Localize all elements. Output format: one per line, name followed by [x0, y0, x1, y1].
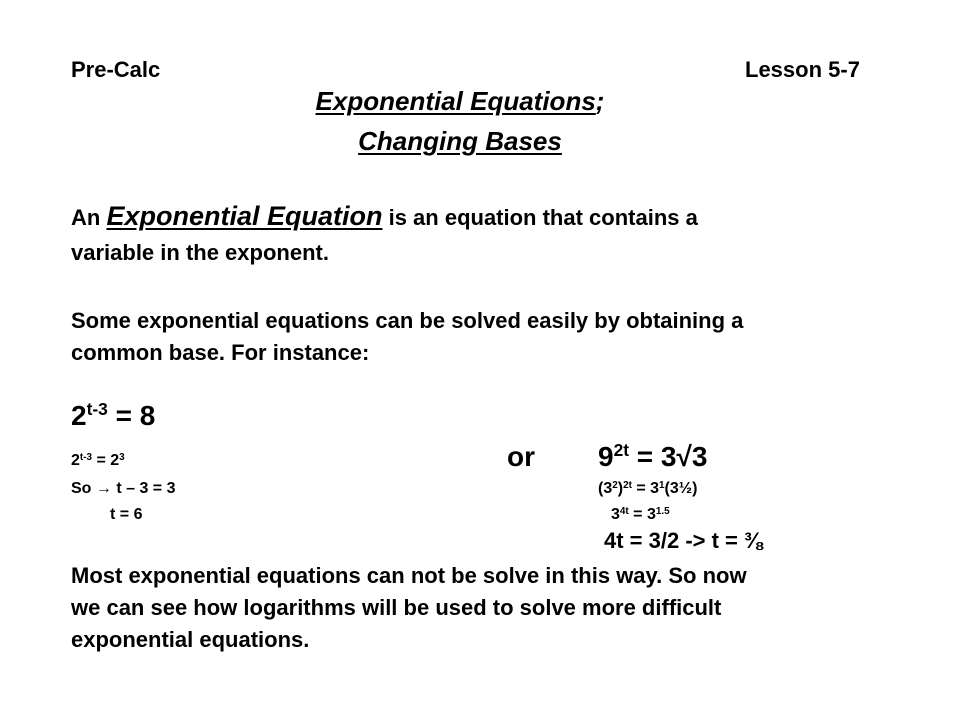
- title-suffix: ;: [595, 86, 605, 116]
- definition-prefix: An: [71, 205, 107, 230]
- example2-step1: [598, 480, 697, 498]
- example1-step1: [71, 452, 125, 470]
- example2-equation: [598, 441, 707, 473]
- intro-line2: common base. For instance:: [71, 340, 370, 365]
- title-line1: [0, 87, 920, 117]
- definition-rest: is an equation that contains a: [382, 205, 698, 230]
- ex2-step1-tail: (3½): [664, 480, 698, 497]
- example1-step2: [71, 480, 175, 498]
- ex2-rhs: = 3√3: [629, 441, 708, 472]
- course-label: Pre-Calc: [71, 57, 161, 82]
- lesson-label: Lesson 5-7: [745, 57, 860, 82]
- ex1-step1-exp: t-3: [79, 451, 93, 463]
- example2-step2: [611, 506, 670, 524]
- ex2-step1-exp2: 1: [659, 479, 665, 491]
- ex2-step2-base: 3: [611, 506, 620, 523]
- ex1-rhs: = 8: [107, 400, 156, 431]
- right-arrow-icon: →: [95, 480, 112, 497]
- ex2-exp: 2t: [613, 440, 630, 461]
- ex2-step1-open: (3: [598, 480, 613, 497]
- example2-step3: 4t = 3/2 -> t = ⅜: [604, 528, 763, 553]
- ex2-step1-exp: 2t: [623, 479, 632, 491]
- ex1-step1-base: 2: [71, 452, 80, 469]
- ex1-step1-mid: = 2: [92, 452, 120, 469]
- ex2-step2-exp: 4t: [619, 505, 629, 517]
- ex2-base: 9: [598, 441, 614, 472]
- conclusion-line2: we can see how logarithms will be used to solve more difficult: [71, 595, 722, 620]
- ex1-step1-rhs-exp: 3: [119, 451, 125, 463]
- ex1-base: 2: [71, 400, 87, 431]
- conclusion-line3: exponential equations.: [71, 627, 310, 652]
- ex1-step2-rest: t – 3 = 3: [111, 480, 176, 497]
- intro-line1: Some exponential equations can be solved easily by obtaining a: [71, 308, 744, 333]
- ex2-step2-mid: = 3: [628, 506, 656, 523]
- ex1-exp: t-3: [86, 399, 108, 420]
- ex2-step1-close: ): [617, 480, 624, 497]
- conclusion-line1: Most exponential equations can not be solve in this way. So now: [71, 563, 747, 588]
- ex2-step1-mid: = 3: [631, 480, 660, 497]
- definition-term: Exponential Equation: [106, 201, 383, 231]
- ex2-step2-exp2: 1.5: [655, 505, 670, 517]
- title-text-2: Changing Bases: [358, 126, 562, 156]
- example1-equation: [71, 400, 155, 432]
- title-line2: [0, 127, 920, 157]
- ex1-so: So: [71, 480, 96, 497]
- title-text-1: Exponential Equations: [315, 86, 596, 116]
- definition-line2: variable in the exponent.: [71, 240, 329, 265]
- or-label: or: [507, 441, 535, 472]
- ex2-step1-inner-exp: 2: [612, 479, 618, 491]
- definition-line1: [71, 201, 698, 232]
- example1-step3: t = 6: [110, 506, 143, 523]
